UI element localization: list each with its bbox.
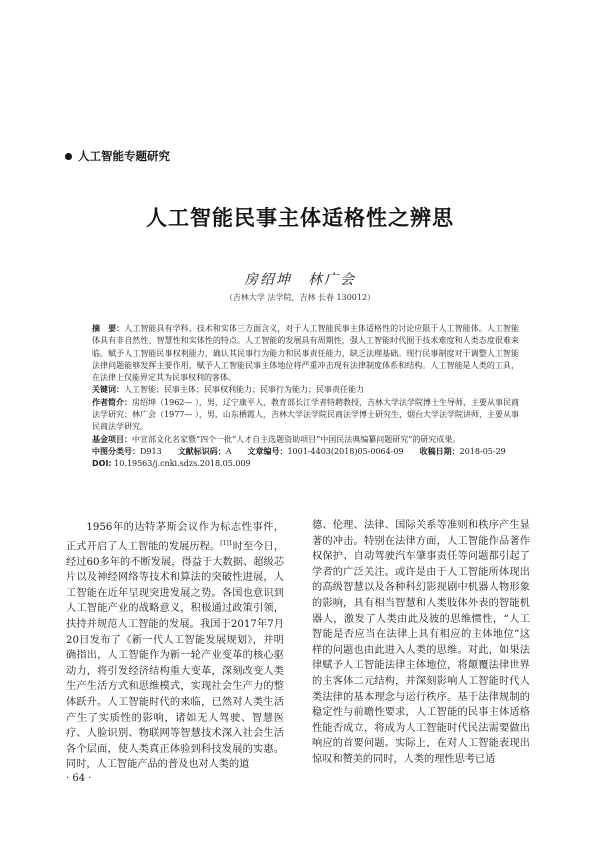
- doi-value: 10.19563/j.cnki.sdzs.2018.05.009: [114, 459, 251, 469]
- keywords: [92, 384, 519, 396]
- keywords-label: 关键词：: [92, 385, 124, 395]
- article-affiliation: （吉林大学 法学院，吉林 长春 130012）: [224, 293, 376, 302]
- section-heading: [65, 148, 170, 164]
- body-right-column: [312, 518, 530, 768]
- doi-label: DOI:: [92, 459, 112, 469]
- section-heading-label: 人工智能专题研究: [78, 149, 170, 163]
- abstract-text: 人工智能具有学科、技术和实体三方面含义，对于人工智能民事主体适格性的讨论应限于人工智能体。人工智能体具有非自然性、智慧性和实体性的特点。人工智能的发展具有周期性，强人工智能时代囿于技术难度和人类态度很难来临。赋予人工智能民事权利能力，确认其民事行为能力和民事责任能力，缺乏法理基础。现行民事制度对于调整人工智能法律问题能够发挥主要作用，赋予人工智能民事主体地位将严重冲击现有法律制度体系和结构。人工智能是人类的工具，在法律上仅能界定其为民事权利的客体。: [92, 324, 519, 383]
- clc-code: 中图分类号：D913: [92, 446, 162, 456]
- received-date: 收稿日期：2018-05-29: [419, 446, 506, 456]
- fund: [92, 434, 519, 446]
- keywords-text: 人工智能；民事主体；民事权利能力；民事行为能力；民事责任能力: [124, 385, 364, 395]
- fund-label: 基金项目：: [92, 434, 132, 444]
- doi: [92, 458, 519, 470]
- article-title: 人工智能民事主体适格性之辨思: [146, 206, 454, 230]
- article-authors: 房绍坤 林广会: [244, 272, 356, 288]
- author-bio-text: 房绍坤（1962— ），男，辽宁康平人，教育部长江学者特聘教授，吉林大学法学院博士生导师，主要从事民商法学研究；林广会（1977— ），男，山东栖霞人，吉林大学法学院民商法学博士研究生，烟台大学法学院讲师，主要从事民商法学研究。: [92, 397, 519, 432]
- citation: [1]1: [220, 539, 233, 547]
- document-code: 文献标识码：A: [177, 446, 232, 456]
- paragraph: 1956年的达特茅斯会议作为标志性事件，正式开启了人工智能的发展历程。$^{[1]1}$时至今日，经过60多年的不断发展，得益于大数据、超级芯片以及神经网络等技术和算法的突破性进展，人工智能在近年呈现突进发展之势。各国也意识到人工智能产业的战略意义，积极通过政策引领，扶持并规范人工智能的发展。我国于2017年7月20日发布了《新一代人工智能发展规划》，并明确指出，人工智能作为新一轮产业变革的核心驱动力，将引发经济结构重大变革，深刻改变人类生产生活方式和思维模式，实现社会生产力的整体跃升。人工智能时代的来临，已然对人类生活产生了实质性的影响，诸如无人驾驶、智慧医疗、人脸识别、物联网等智慧技术深入社会生活各个层面，使人类真正体验到科技发展的实惠。同时，人工智能产品的普及也对人类的道: [66, 522, 285, 771]
- bullet-icon: [65, 153, 72, 160]
- paragraph: 德、伦理、法律、国际关系等准则和秩序产生显著的冲击。特别在法律方面，人工智能作品著作权保护、自动驾驶汽车肇事责任等问题都引起了学者的广泛关注。或许是由于人工智能所体现出的高级智慧以及各种科幻影视剧中机器人物形象的影响，具有相当智慧和人类肢体外表的智能机器人，激发了人类由此及彼的思维惯性，“人工智能是否应当在法律上具有相应的主体地位”这样的问题也由此进入人类的思维。对此，如果法律赋予人工智能法律主体地位，将颠覆法律世界的主客体二元结构，并深刻影响人工智能时代人类法律的基本理念与运行秩序。基于法律规制的稳定性与前瞻性要求，人工智能的民事主体适格性能否成立，将成为人工智能时代民法需要做出响应的首要问题。实际上，在对人工智能表现出惊叹和赞美的同时，人类的理性思考已适: [312, 520, 530, 765]
- abstract-label: 摘 要：: [92, 324, 125, 333]
- article-number: 文章编号：1001-4403(2018)05-0064-09: [247, 446, 404, 456]
- article-metadata: [92, 323, 519, 471]
- fund-text: 中宣部文化名家暨“四个一批”人才自主选题资助项目“中国民法典编纂问题研究”的研究成果。: [132, 434, 461, 444]
- abstract: [92, 323, 519, 384]
- page-number: · 64 ·: [66, 773, 92, 784]
- body-left-column: [66, 520, 284, 773]
- author-bio: [92, 397, 519, 434]
- classification-row: [92, 446, 519, 458]
- author-bio-label: 作者简介：: [92, 397, 133, 407]
